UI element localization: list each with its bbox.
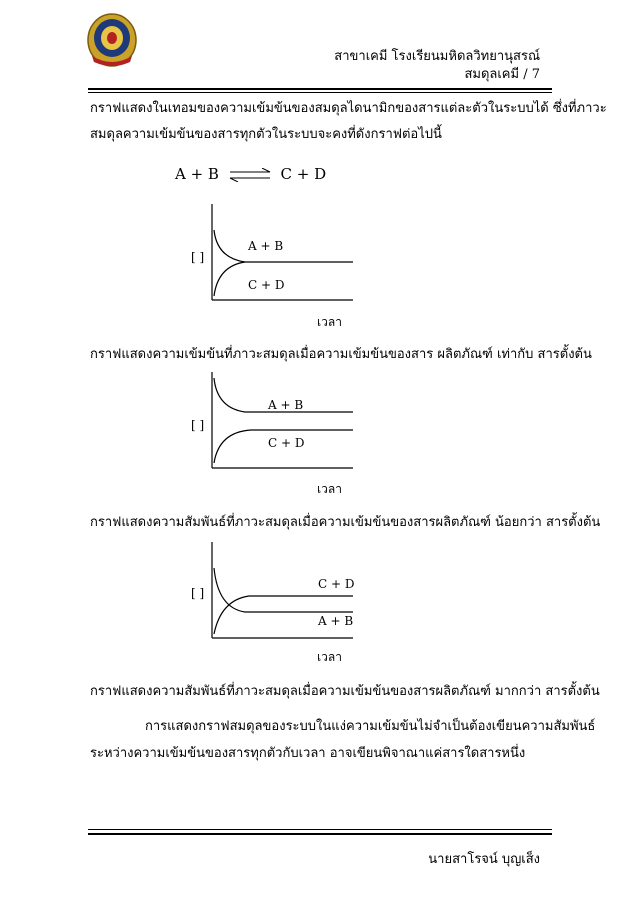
graph-2-upper-label: A + B [268,398,304,412]
graph-1-curve-reactants [214,230,353,262]
graph-1-caption: กราฟแสดงความเข้มข้นที่ภาวะสมดุลเมื่อความเข้มข้นของสาร ผลิตภัณฑ์ เท่ากับ สารตั้งต้น [90,347,592,362]
graph-3-xlabel: เวลา [317,650,342,664]
header-rule-thin [88,92,552,93]
graph-1-xlabel: เวลา [317,315,342,329]
graph-1-ylabel: [ ] [191,250,205,264]
reaction-equation [175,165,326,183]
intro-line-1: กราฟแสดงในเทอมของความเข้มข้นของสมดุลไดนามิกของสารแต่ละตัวในระบบได้ ซึ่งที่ภาวะ [90,101,607,116]
equation-products: C + D [280,165,327,183]
intro-line-2: สมดุลความเข้มข้นของสารทุกตัวในระบบจะคงที่ดังกราฟต่อไปนี้ [90,127,442,142]
footer-rule-thin [88,829,552,830]
footer-author: นายสาโรจน์ บุญเส็ง [428,852,540,867]
header-department: สาขาเคมี โรงเรียนมหิดลวิทยานุสรณ์ [334,49,540,64]
footer-rule [88,833,552,835]
closing-line-1: การแสดงกราฟสมดุลของระบบในแง่ความเข้มข้นไม่จำเป็นต้องเขียนความสัมพันธ์ [145,719,596,734]
graph-3-caption: กราฟแสดงความสัมพันธ์ที่ภาวะสมดุลเมื่อความเข้มข้นของสารผลิตภัณฑ์ มากกว่า สารตั้งต้น [90,684,600,699]
closing-line-2: ระหว่างความเข้มข้นของสารทุกตัวกับเวลา อาจเขียนพิจาณาแค่สารใดสารหนึ่ง [90,746,526,761]
graph-2-xlabel: เวลา [317,482,342,496]
graph-2-ylabel: [ ] [191,418,205,432]
graph-3-upper-label: C + D [318,577,355,591]
graph-3-lower-label: A + B [318,614,354,628]
graph-1-plot [205,200,365,305]
equation-reactants: A + B [175,165,219,183]
header-rule [88,88,552,90]
graph-2-lower-label: C + D [268,436,305,450]
graph-2-caption: กราฟแสดงความสัมพันธ์ที่ภาวะสมดุลเมื่อความเข้มข้นของสารผลิตภัณฑ์ น้อยกว่า สารตั้งต้น [90,515,601,530]
graph-2-plot [205,368,365,473]
header-topic-page: สมดุลเคมี / 7 [464,67,540,82]
graph-1-lower-label: C + D [248,278,285,292]
school-seal-emblem [86,12,138,68]
graph-1-upper-label: A + B [248,239,284,253]
graph-1-curve-products [214,262,245,296]
equilibrium-arrow-icon [228,168,272,182]
graph-3-ylabel: [ ] [191,586,205,600]
